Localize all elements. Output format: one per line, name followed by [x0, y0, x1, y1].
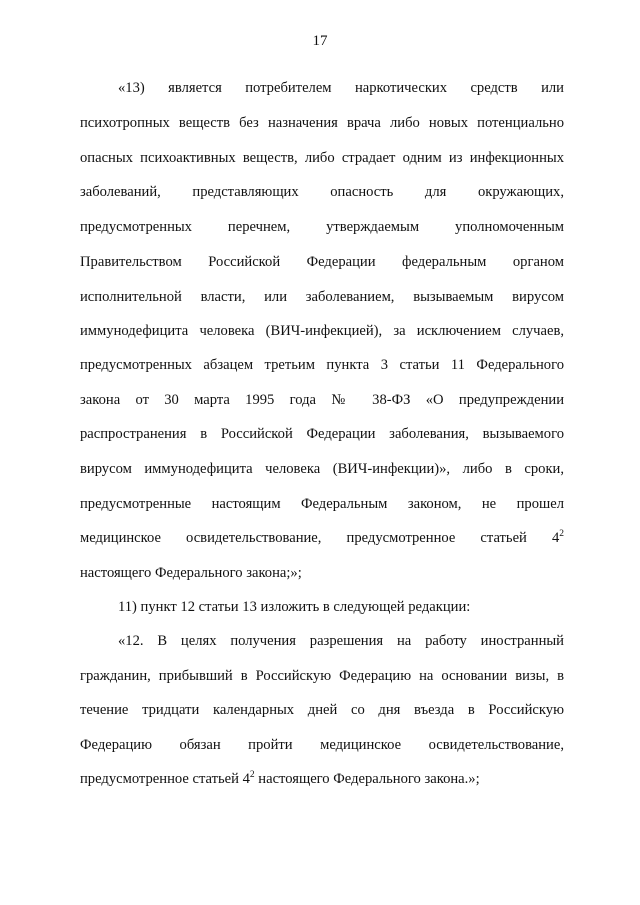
text-segment: медицинское освидетельствование, предусмотренное статьей 4	[80, 530, 560, 546]
text-line-with-superscript	[80, 528, 564, 548]
text-line: заболеваний, представляющих опасность для окружающих,	[80, 184, 564, 200]
text-line: закона от 30 марта 1995 года № 38-ФЗ «О предупреждении	[80, 392, 564, 408]
superscript: 2	[249, 770, 255, 780]
text-line: предусмотренных абзацем третьим пункта 3 статьи 11 Федерального	[80, 357, 564, 373]
superscript: 2	[559, 529, 564, 539]
text-line: предусмотренных перечнем, утверждаемым уполномоченным	[80, 219, 564, 235]
text-line: настоящего Федерального закона;»;	[80, 565, 302, 581]
text-line: «12. В целях получения разрешения на работу иностранный	[118, 633, 564, 649]
text-line: исполнительной власти, или заболеванием, вызываемым вирусом	[80, 289, 564, 305]
text-line: распространения в Российской Федерации заболевания, вызываемого	[80, 426, 564, 442]
text-line: вирусом иммунодефицита человека (ВИЧ-инфекции)», либо в сроки,	[80, 461, 564, 477]
text-line: 11) пункт 12 статьи 13 изложить в следующей редакции:	[118, 599, 471, 615]
text-line: психотропных веществ без назначения врача либо новых потенциально	[80, 115, 564, 131]
text-line: гражданин, прибывший в Российскую Федерацию на основании визы, в	[80, 668, 564, 684]
text-segment: настоящего Федерального закона.»;	[254, 771, 480, 787]
text-line-with-superscript	[80, 769, 564, 789]
text-segment: предусмотренное статьей 4	[80, 771, 250, 787]
text-line: Федерацию обязан пройти медицинское освидетельствование,	[80, 737, 564, 753]
text-line: предусмотренные настоящим Федеральным законом, не прошел	[80, 496, 564, 512]
text-line: течение тридцати календарных дней со дня въезда в Российскую	[80, 702, 564, 718]
text-line: иммунодефицита человека (ВИЧ-инфекцией), за исключением случаев,	[80, 323, 564, 339]
text-line: «13) является потребителем наркотических средств или	[118, 80, 564, 96]
text-line: Правительством Российской Федерации федеральным органом	[80, 254, 564, 270]
text-line: опасных психоактивных веществ, либо страдает одним из инфекционных	[80, 150, 564, 166]
page-number: 17	[312, 33, 328, 49]
